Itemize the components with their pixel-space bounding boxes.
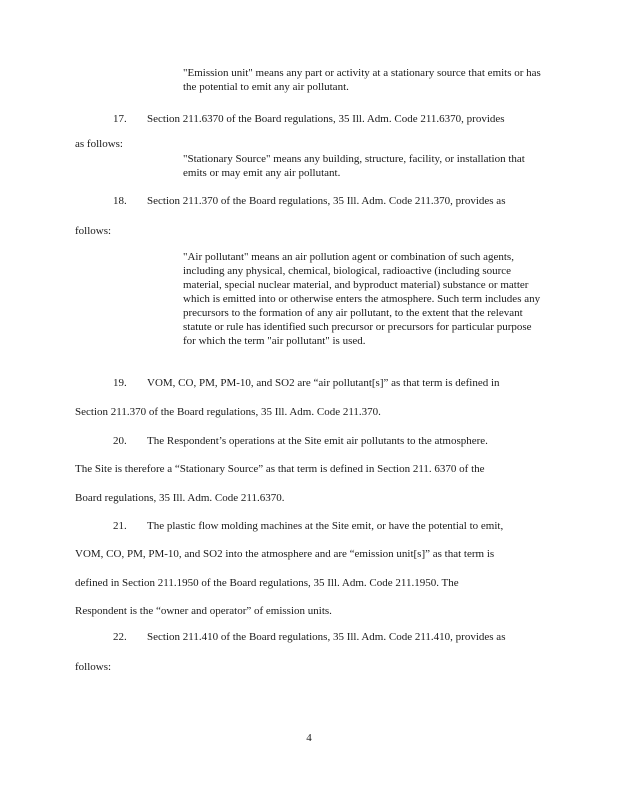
quote-stationary-source: "Stationary Source" means any building, structure, facility, or installation that emits or may emit any air pollutant. (183, 153, 525, 179)
para-21-line-4: Respondent is the “owner and operator” of emission units. (75, 605, 332, 617)
para-18-number: 18. (113, 195, 127, 207)
para-20-line-3: Board regulations, 35 Ill. Adm. Code 211.6370. (75, 492, 285, 504)
para-22-line-2: follows: (75, 661, 112, 673)
quote-air-pollutant: "Air pollutant" means an air pollution agent or combination of such agents, including any physical, chemical, biological, radioactive (including source material, special nuclear material, and byproduct material) substance or matter which is emitted into or otherwise enters the atmosphere. Such term includes any precursors to the formation of any air pollutant, to the extent that the relevant statute or rule has identified such precursor or precursors for particular purpose for which the term "air pollutant" is used. (183, 251, 541, 347)
para-17-number: 17. (113, 113, 127, 125)
para-22-line-1: Section 211.410 of the Board regulations, 35 Ill. Adm. Code 211.410, provides as (147, 631, 506, 643)
page-number: 4 (306, 732, 312, 744)
para-20-line-2: The Site is therefore a “Stationary Source” as that term is defined in Section 211. 6370 of the (75, 463, 485, 475)
para-18-line-2: follows: (75, 225, 112, 237)
para-17-line-1: Section 211.6370 of the Board regulations, 35 Ill. Adm. Code 211.6370, provides (147, 113, 505, 125)
para-19-line-2: Section 211.370 of the Board regulations, 35 Ill. Adm. Code 211.370. (75, 406, 381, 418)
para-21-line-1: The plastic flow molding machines at the Site emit, or have the potential to emit, (147, 520, 504, 532)
para-20-number: 20. (113, 435, 127, 447)
para-22-number: 22. (113, 631, 127, 643)
para-21-number: 21. (113, 520, 127, 532)
para-20-line-1: The Respondent’s operations at the Site emit air pollutants to the atmosphere. (147, 435, 488, 447)
para-21-line-2: VOM, CO, PM, PM-10, and SO2 into the atmosphere and are “emission unit[s]” as that term is (75, 548, 495, 560)
quote-emission-unit: "Emission unit" means any part or activity at a stationary source that emits or has the potential to emit any air pollutant. (183, 67, 541, 93)
para-21-line-3: defined in Section 211.1950 of the Board regulations, 35 Ill. Adm. Code 211.1950. The (75, 577, 459, 589)
para-17-line-2: as follows: (75, 138, 123, 150)
para-19-line-1: VOM, CO, PM, PM-10, and SO2 are “air pollutant[s]” as that term is defined in (147, 377, 500, 389)
para-18-line-1: Section 211.370 of the Board regulations, 35 Ill. Adm. Code 211.370, provides as (147, 195, 506, 207)
para-19-number: 19. (113, 377, 127, 389)
